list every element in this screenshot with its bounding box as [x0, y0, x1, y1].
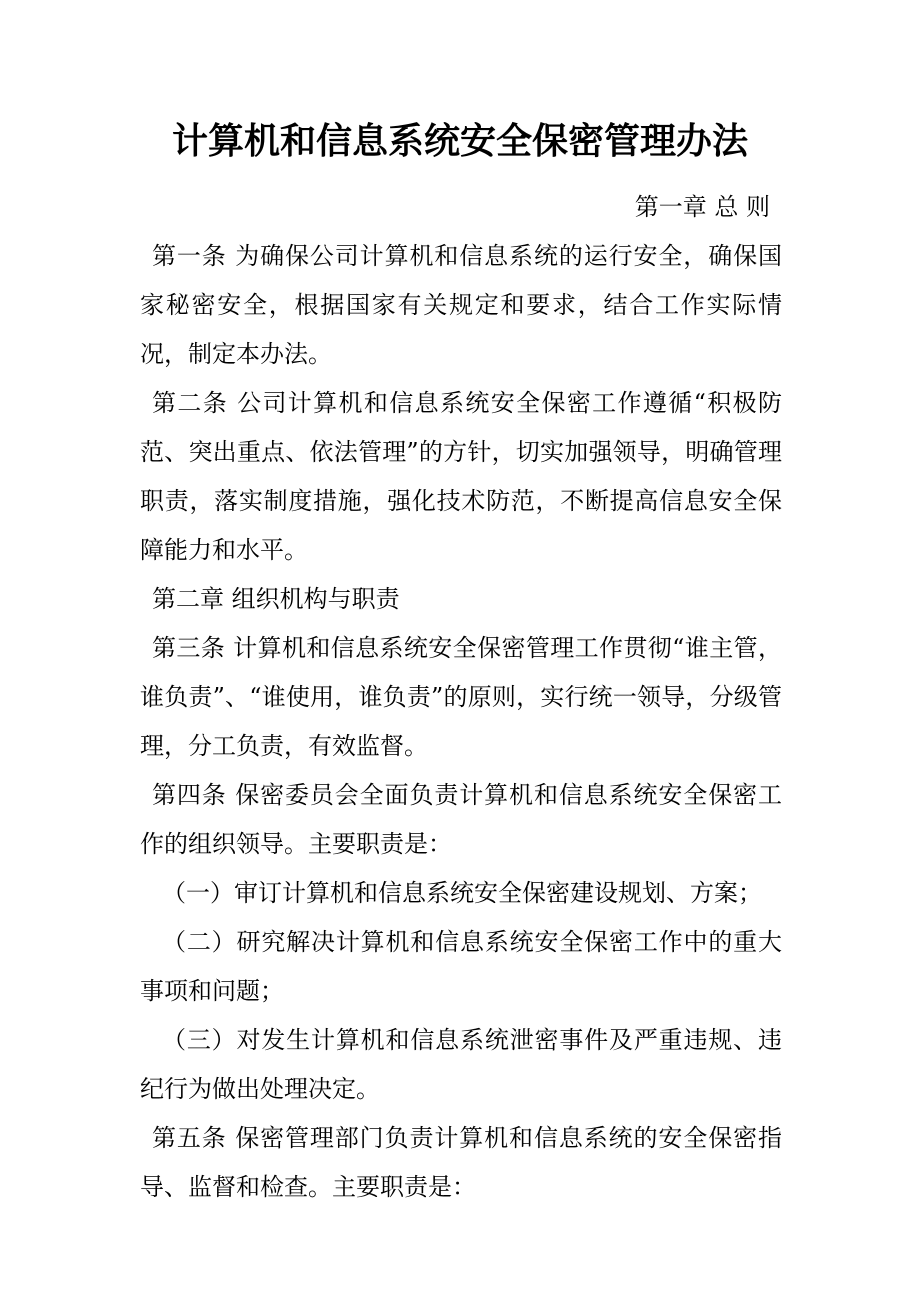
article-1: 第一条 为确保公司计算机和信息系统的运行安全，确保国家秘密安全，根据国家有关规定和要求，结合工作实际情况，制定本办法。 — [140, 242, 782, 368]
chapter-two-heading: 第二章 组织机构与职责 — [152, 585, 400, 613]
article-3: 第三条 计算机和信息系统安全保密管理工作贯彻“谁主管，谁负责”、“谁使用，谁负责”的原则，实行统一领导，分级管理，分工负责，有效监督。 — [140, 634, 782, 760]
chapter-one-heading: 第一章 总 则 — [634, 193, 770, 221]
article-5: 第五条 保密管理部门负责计算机和信息系统的安全保密指导、监督和检查。主要职责是： — [140, 1124, 782, 1201]
article-4-item-3: （三）对发生计算机和信息系统泄密事件及严重违规、违纪行为做出处理决定。 — [140, 1026, 782, 1103]
article-4: 第四条 保密委员会全面负责计算机和信息系统安全保密工作的组织领导。主要职责是： — [140, 781, 782, 858]
article-4-item-1: （一）审订计算机和信息系统安全保密建设规划、方案； — [162, 879, 762, 907]
article-4-item-2: （二）研究解决计算机和信息系统安全保密工作中的重大事项和问题； — [140, 928, 782, 1005]
document-body — [140, 232, 782, 1212]
article-2: 第二条 公司计算机和信息系统安全保密工作遵循“积极防范、突出重点、依法管理”的方针，切实加强领导，明确管理职责，落实制度措施，强化技术防范，不断提高信息安全保障能力和水平。 — [140, 389, 782, 564]
document-title: 计算机和信息系统安全保密管理办法 — [171, 121, 748, 162]
